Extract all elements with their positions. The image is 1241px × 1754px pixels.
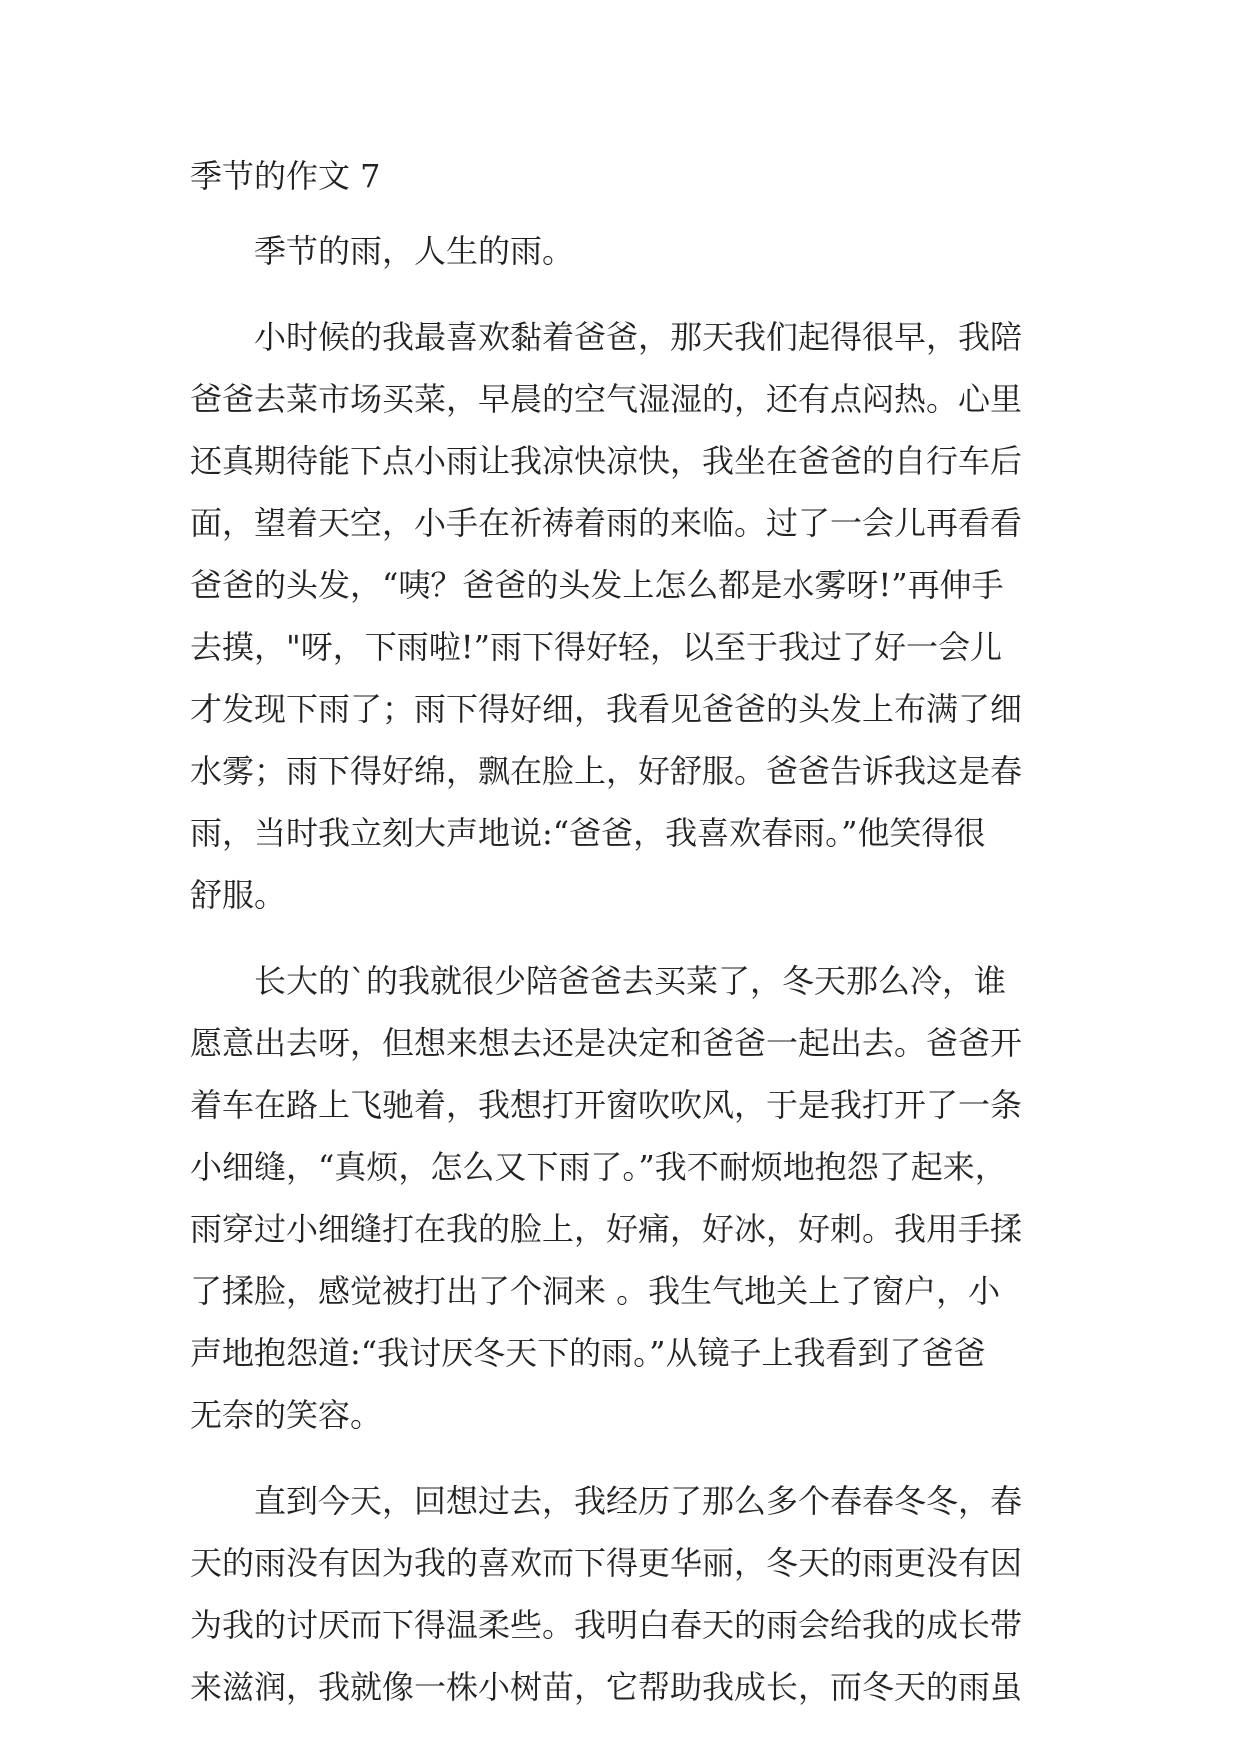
text-line: 了揉脸，感觉被打出了个洞来 。我生气地关上了窗户，小: [190, 1272, 1001, 1310]
text-line: 雨穿过小细缝打在我的脸上，好痛，好冰，好刺。我用手揉: [190, 1210, 1023, 1248]
document-title: 季节的作文 7: [190, 157, 381, 195]
text-line: 雨，当时我立刻大声地说:“爸爸，我喜欢春雨。”他笑得很: [190, 814, 986, 852]
text-line: 直到今天，回想过去，我经历了那么多个春春冬冬，春: [254, 1482, 1023, 1520]
paragraph-list: [190, 220, 1050, 1718]
document-body: [190, 152, 1050, 1742]
text-line: 舒服。: [190, 876, 287, 914]
text-line: 小时候的我最喜欢黏着爸爸，那天我们起得很早，我陪: [254, 318, 1023, 356]
text-line: 着车在路上飞驰着，我想打开窗吹吹风，于是我打开了一条: [190, 1086, 1023, 1124]
text-line: 为我的讨厌而下得温柔些。我明白春天的雨会给我的成长带: [190, 1606, 1023, 1644]
text-line: 天的雨没有因为我的喜欢而下得更华丽，冬天的雨更没有因: [190, 1544, 1023, 1582]
text-line: 爸爸的头发，“咦？爸爸的头发上怎么都是水雾呀!”再伸手: [190, 566, 1004, 604]
text-line: 还真期待能下点小雨让我凉快凉快，我坐在爸爸的自行车后: [190, 442, 1023, 480]
text-line: 无奈的笑容。: [190, 1396, 383, 1434]
text-line: 才发现下雨了；雨下得好细，我看见爸爸的头发上布满了细: [190, 690, 1023, 728]
text-line: 去摸，"呀，下雨啦!”雨下得好轻，以至于我过了好一会儿: [190, 628, 1002, 666]
paragraph: [190, 950, 1050, 1446]
text-line: 长大的`的我就很少陪爸爸去买菜了，冬天那么冷，谁: [254, 962, 1007, 1000]
paragraph: [190, 1470, 1050, 1718]
paragraph: [190, 306, 1050, 926]
text-line: 水雾；雨下得好绵，飘在脸上，好舒服。爸爸告诉我这是春: [190, 752, 1023, 790]
text-line: 小细缝，“真烦，怎么又下雨了。”我不耐烦地抱怨了起来，: [190, 1148, 1007, 1186]
paragraph: [190, 220, 1050, 282]
text-line: 面，望着天空，小手在祈祷着雨的来临。过了一会儿再看看: [190, 504, 1023, 542]
text-line: 来滋润，我就像一株小树苗，它帮助我成长，而冬天的雨虽: [190, 1668, 1023, 1706]
text-line: 季节的雨，人生的雨。: [254, 232, 575, 270]
text-line: 爸爸去菜市场买菜，早晨的空气湿湿的，还有点闷热。心里: [190, 380, 1023, 418]
text-line: 愿意出去呀，但想来想去还是决定和爸爸一起出去。爸爸开: [190, 1024, 1023, 1062]
text-line: 声地抱怨道:“我讨厌冬天下的雨。”从镜子上我看到了爸爸: [190, 1334, 986, 1372]
